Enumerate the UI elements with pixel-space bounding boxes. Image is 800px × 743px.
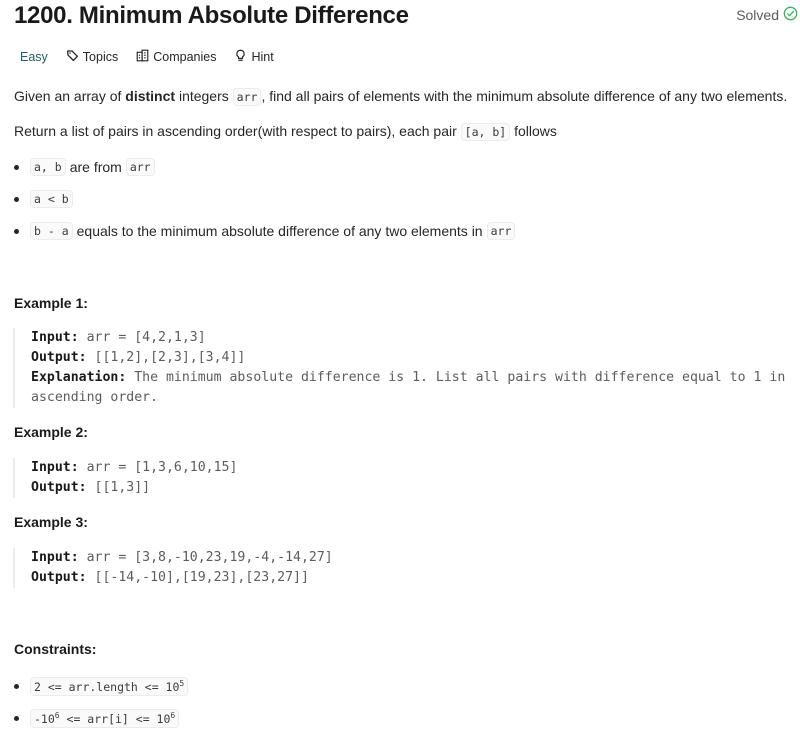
input-value: arr = [3,8,-10,23,19,-4,-14,27]	[78, 550, 333, 565]
bullet-dot	[14, 197, 19, 202]
text-fragment: -10	[34, 711, 55, 726]
inline-code: [a, b]	[461, 123, 511, 141]
list-item	[14, 222, 515, 240]
topics-label: Topics	[82, 50, 119, 64]
difficulty-badge	[14, 48, 54, 66]
text-fragment: follows	[514, 123, 557, 139]
output-label: Output:	[31, 570, 87, 585]
problem-title: 1200. Minimum Absolute Difference	[14, 2, 409, 29]
text-fragment: equals to the minimum absolute difference of any two elements in	[76, 223, 483, 239]
output-value: [[1,3]]	[86, 480, 151, 495]
example-3-block	[13, 548, 800, 588]
explanation-label: Explanation:	[31, 370, 127, 385]
example-3-heading: Example 3:	[14, 514, 88, 530]
text-fragment: <= arr[i] <= 10	[59, 711, 171, 726]
hint-label: Hint	[251, 50, 274, 64]
inline-code: arr	[233, 88, 262, 106]
bullet-dot	[14, 229, 19, 234]
input-value: arr = [1,3,6,10,15]	[78, 460, 238, 475]
inline-code: a < b	[30, 190, 73, 208]
topics-button[interactable]	[60, 47, 124, 67]
problem-tags-bar	[14, 47, 280, 67]
example-1-block	[13, 328, 800, 408]
hint-button[interactable]	[228, 47, 279, 67]
output-value: [[-14,-10],[19,23],[23,27]]	[86, 570, 309, 585]
solved-status	[736, 6, 798, 24]
output-value: [[1,2],[2,3],[3,4]]	[86, 350, 246, 365]
input-label: Input:	[31, 330, 79, 345]
difficulty-label: Easy	[20, 50, 48, 64]
superscript: 6	[54, 711, 60, 720]
description-paragraph-2	[14, 121, 557, 142]
bullet-dot	[14, 716, 19, 721]
bold-text: distinct	[125, 88, 176, 104]
list-item	[14, 190, 73, 208]
input-value: arr = [4,2,1,3]	[78, 330, 206, 345]
input-label: Input:	[31, 460, 79, 475]
example-2-heading: Example 2:	[14, 424, 88, 440]
bullet-dot	[14, 684, 19, 689]
explanation-value: The minimum absolute difference is 1. List all pairs with difference equal to 1 in ascending order.	[31, 370, 794, 405]
list-item	[14, 158, 155, 176]
bullet-dot	[14, 165, 19, 170]
text-fragment: integers	[175, 88, 233, 104]
text-fragment: Return a list of pairs in ascending order(with respect to pairs), each pair	[14, 123, 461, 139]
constraint-item	[14, 677, 188, 696]
text-fragment: Given an array of	[14, 88, 126, 104]
description-paragraph-1	[14, 86, 787, 107]
inline-code: arr	[487, 222, 516, 240]
constraint-code	[30, 709, 179, 728]
superscript: 5	[179, 679, 185, 688]
constraints-heading: Constraints:	[14, 641, 97, 657]
building-icon	[136, 49, 149, 65]
input-label: Input:	[31, 550, 79, 565]
example-1-heading: Example 1:	[14, 295, 88, 311]
inline-code: arr	[126, 158, 155, 176]
text-fragment: are from	[69, 159, 122, 175]
solved-label: Solved	[736, 7, 779, 23]
lightbulb-icon	[234, 49, 247, 65]
text-fragment: 2 <= arr.length <= 10	[34, 679, 180, 694]
check-circle-icon	[783, 6, 798, 24]
output-label: Output:	[31, 350, 87, 365]
inline-code: b - a	[30, 222, 73, 240]
example-2-block	[13, 458, 800, 498]
companies-label: Companies	[153, 50, 217, 64]
text-fragment: , find all pairs of elements with the minimum absolute difference of any two elements.	[261, 88, 788, 104]
constraint-code	[30, 677, 188, 696]
companies-button[interactable]	[130, 47, 222, 67]
superscript: 6	[170, 711, 176, 720]
inline-code: a, b	[30, 158, 66, 176]
output-label: Output:	[31, 480, 87, 495]
constraint-item	[14, 709, 179, 728]
tag-icon	[66, 49, 79, 65]
